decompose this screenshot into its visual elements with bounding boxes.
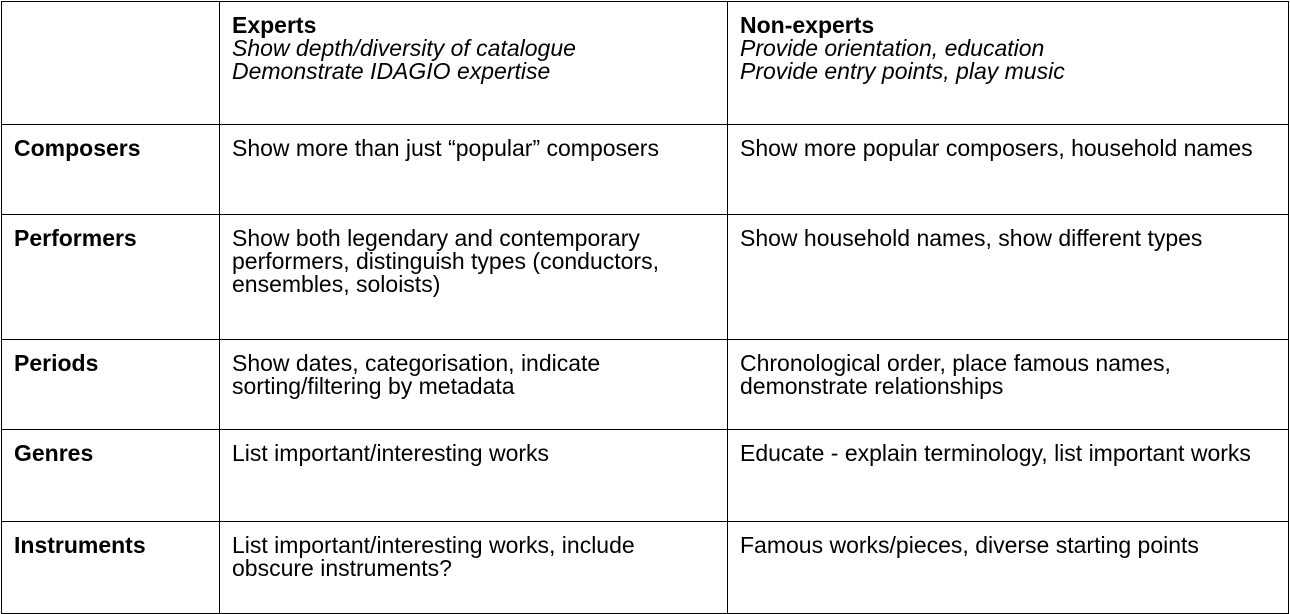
non-experts-cell	[728, 430, 1289, 522]
experts-cell	[220, 125, 728, 215]
table-row	[2, 340, 1289, 430]
row-label-genres: Genres	[14, 440, 94, 466]
non-experts-cell	[728, 340, 1289, 430]
non-experts-cell	[728, 215, 1289, 340]
experts-cell-text: Show both legendary and contemporary performers, distinguish types (conductors, ensembles, soloists)	[232, 225, 659, 297]
experts-cell-text: Show more than just “popular” composers	[232, 135, 659, 161]
corner-cell	[2, 2, 220, 125]
table-row	[2, 522, 1289, 614]
experts-cell	[220, 340, 728, 430]
row-label-composers: Composers	[14, 135, 141, 161]
row-label-cell	[2, 125, 220, 215]
experts-cell-text: List important/interesting works, include obscure instruments?	[232, 532, 635, 581]
experts-cell-text: Show dates, categorisation, indicate sorting/filtering by metadata	[232, 350, 601, 399]
row-label-periods: Periods	[14, 350, 99, 376]
comparison-table	[1, 1, 1289, 614]
header-row	[2, 2, 1289, 125]
row-label-instruments: Instruments	[14, 532, 146, 558]
non-experts-header-cell	[728, 2, 1289, 125]
table-row	[2, 215, 1289, 340]
experts-cell-text: List important/interesting works	[232, 440, 550, 466]
experts-header-title: Experts	[232, 12, 317, 38]
experts-cell	[220, 522, 728, 614]
non-experts-cell-text: Show household names, show different types	[740, 225, 1203, 251]
experts-cell	[220, 430, 728, 522]
row-label-performers: Performers	[14, 225, 137, 251]
non-experts-header-subtitle: Provide orientation, education	[740, 35, 1045, 61]
non-experts-cell	[728, 125, 1289, 215]
experts-header-subtitle: Demonstrate IDAGIO expertise	[232, 58, 551, 84]
experts-header-cell	[220, 2, 728, 125]
non-experts-cell-text: Famous works/pieces, diverse starting points	[740, 532, 1199, 558]
non-experts-cell-text: Educate - explain terminology, list important works	[740, 440, 1251, 466]
row-label-cell	[2, 340, 220, 430]
non-experts-header-subtitle: Provide entry points, play music	[740, 58, 1065, 84]
row-label-cell	[2, 522, 220, 614]
experts-cell	[220, 215, 728, 340]
non-experts-header-title: Non-experts	[740, 12, 875, 38]
experts-header-subtitle: Show depth/diversity of catalogue	[232, 35, 576, 61]
table-row	[2, 125, 1289, 215]
row-label-cell	[2, 430, 220, 522]
non-experts-cell-text: Show more popular composers, household names	[740, 135, 1253, 161]
row-label-cell	[2, 215, 220, 340]
non-experts-cell	[728, 522, 1289, 614]
table-row	[2, 430, 1289, 522]
non-experts-cell-text: Chronological order, place famous names, demonstrate relationships	[740, 350, 1171, 399]
